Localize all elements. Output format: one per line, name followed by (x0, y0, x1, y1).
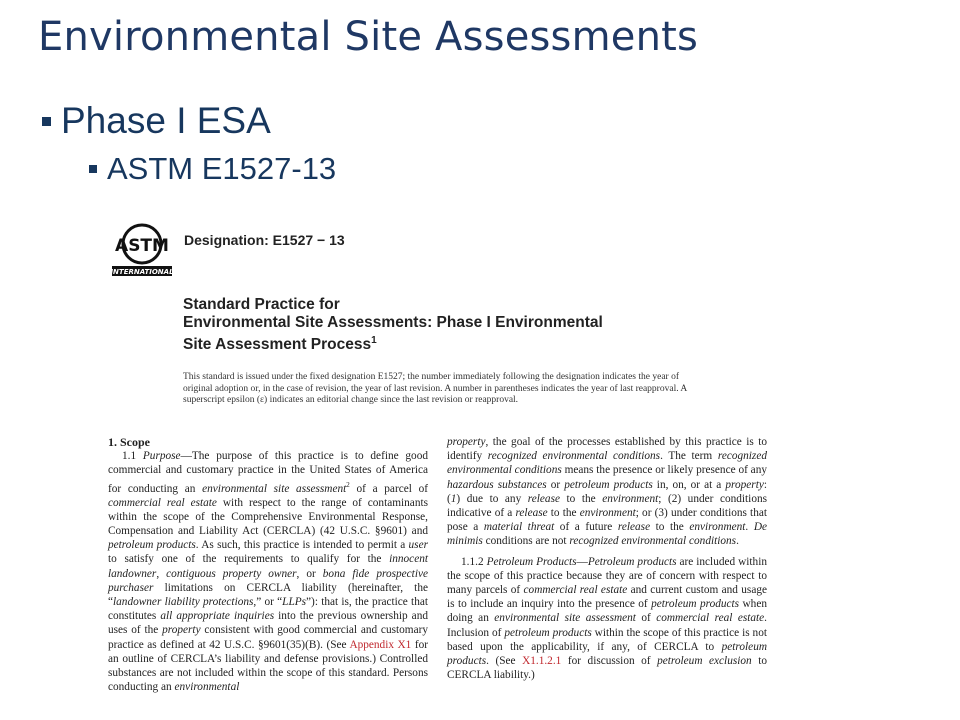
square-bullet-icon (89, 165, 97, 173)
x1-1-2-1-link[interactable]: X1.1.2.1 (522, 655, 562, 668)
document-left-column (108, 435, 428, 694)
standard-heading-line-2: Environmental Site Assessments: Phase I Environmental (183, 314, 603, 331)
standard-issue-note: This standard is issued under the fixed designation E1527; the number immediately following the designation indicates the year of original adoption or, in the case of revision, the year of last revision. A number in parentheses indicates the year of last reapproval. A superscript epsilon (ε) indicates an editorial change since the last revision or reapproval. (183, 372, 687, 405)
bullet-phase-1-esa (42, 100, 271, 142)
appendix-x1-link[interactable]: Appendix X1 (349, 638, 412, 651)
standard-heading (183, 296, 603, 354)
standard-heading-line-1: Standard Practice for (183, 296, 340, 313)
astm-logo-label: INTERNATIONAL (110, 268, 174, 276)
petroleum-products-paragraph: 1.1.2 Petroleum Products—Petroleum products are included within the scope of this practice because they are of concern with respect to many parcels of commercial real estate and current custom and usage is to include an inquiry into the presence of petroleum products when doing an environmental site assessment of commercial real estate. Inclusion of petroleum products within the scope of this practice is not based upon the applicability, if any, of CERCLA to petroleum products. (See X1.1.2.1 for discussion of petroleum exclusion to CERCLA liability.) (447, 555, 768, 682)
square-bullet-icon (42, 117, 51, 126)
astm-logo-icon (110, 222, 174, 278)
designation: Designation: E1527 − 13 (184, 232, 345, 248)
bullet-phase-1-esa-label: Phase I ESA (61, 100, 271, 141)
recognized-conditions-paragraph: property, the goal of the processes established by this practice is to identify recognized environmental conditions. The term recognized environmental conditions means the presence or likely presence of any hazardous substances or petroleum products in, on, or at a property: (1) due to any release to the environment; (2) under conditions indicative of a release to the environment; or (3) under conditions that pose a material threat of a future release to the environment. De minimis conditions are not recognized environmental conditions. (447, 436, 768, 548)
document-right-column (447, 435, 767, 682)
bullet-astm-e1527 (89, 151, 336, 187)
standard-heading-line-3: Site Assessment Process$^1$ (183, 335, 377, 354)
svg-text:ASTM: ASTM (115, 236, 169, 256)
bullet-astm-e1527-label: ASTM E1527-13 (107, 151, 337, 186)
scope-heading: 1. Scope (108, 435, 150, 449)
astm-document-image (100, 212, 780, 720)
slide-title: Environmental Site Assessments (38, 14, 699, 60)
purpose-paragraph: 1.1 Purpose—The purpose of this practice is to define good commercial and customary practice in the United States of America for conducting an environmental site assessment$^2$ of a parcel of commercial real estate with respect to the range of contaminants within the scope of the Comprehensive Environmental Response, Compensation and Liability Act (CERCLA) (42 U.S.C. §9601) and petroleum products. As such, this practice is intended to permit a user to satisfy one of the requirements to qualify for the innocent landowner, contiguous property owner, or bona fide prospective purchaser limitations on CERCLA liability (hereinafter, the “landowner liability protections,” or “LLPs”): that is, the practice that constitutes all appropriate inquiries into the previous ownership and uses of the property consistent with good commercial and customary practice as defined at 42 U.S.C. §9601(35)(B). (See Appendix X1 for an outline of CERCLA’s liability and defense provisions.) Controlled substances are not included within the scope of this standard. Persons conducting an environmental (108, 450, 429, 694)
